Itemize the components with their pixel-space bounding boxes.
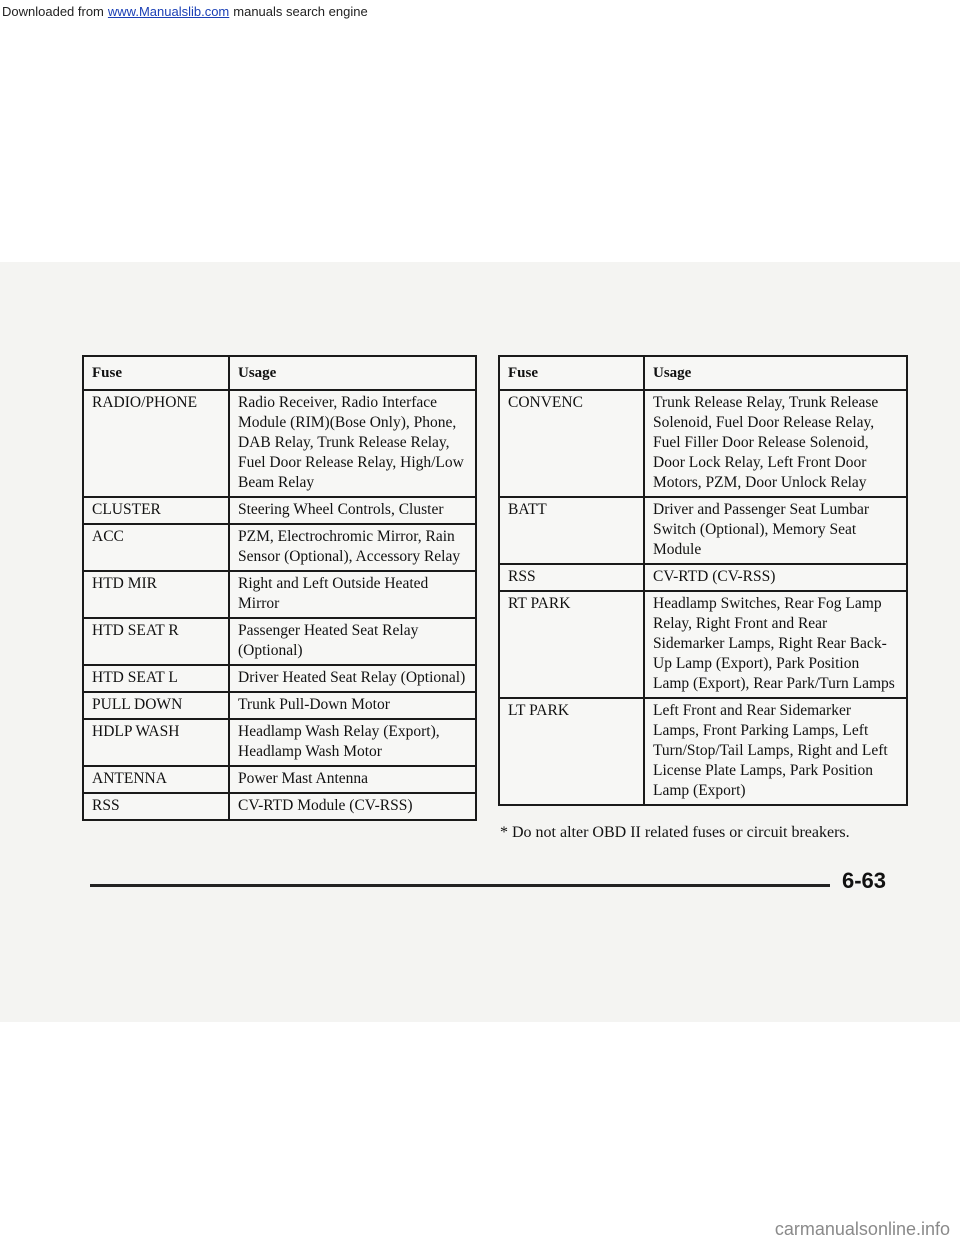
table-row [83,618,476,665]
column-header-usage: Usage [229,356,476,390]
fuse-table-left [82,355,477,821]
usage-cell: Radio Receiver, Radio Interface Module (RIM)(Bose Only), Phone, DAB Relay, Trunk Release Relay, Fuel Door Release Relay, High/Low Beam Relay [229,390,476,497]
table-row [83,665,476,692]
manualslib-link[interactable]: www.Manualslib.com [107,3,230,19]
watermark [0,1216,960,1242]
fuse-cell: BATT [499,497,644,564]
table-row [83,766,476,793]
usage-cell: Driver Heated Seat Relay (Optional) [229,665,476,692]
table-row [499,390,907,497]
table-row [83,571,476,618]
column-header-fuse: Fuse [499,356,644,390]
table-row [499,698,907,805]
fuse-cell: HDLP WASH [83,719,229,766]
table-row [83,793,476,820]
table-row [83,524,476,571]
table-row [499,497,907,564]
fuse-table-right [498,355,908,806]
usage-cell: Trunk Pull-Down Motor [229,692,476,719]
fuse-cell: RADIO/PHONE [83,390,229,497]
table-row [83,692,476,719]
usage-cell: Steering Wheel Controls, Cluster [229,497,476,524]
usage-cell: Passenger Heated Seat Relay (Optional) [229,618,476,665]
fuse-cell: PULL DOWN [83,692,229,719]
table-row [83,390,476,497]
table-header-row [499,356,907,390]
fuse-cell: CLUSTER [83,497,229,524]
fuse-cell: HTD SEAT R [83,618,229,665]
column-header-fuse: Fuse [83,356,229,390]
table-row [83,719,476,766]
download-banner [0,0,960,22]
fuse-cell: CONVENC [499,390,644,497]
fuse-cell: HTD SEAT L [83,665,229,692]
usage-cell: CV-RTD Module (CV-RSS) [229,793,476,820]
watermark-text: carmanualsonline.info [774,1218,950,1239]
fuse-cell: RSS [83,793,229,820]
usage-cell: Driver and Passenger Seat Lumbar Switch (Optional), Memory Seat Module [644,497,907,564]
footnote: * Do not alter OBD II related fuses or circuit breakers. [500,824,850,841]
banner-suffix: manuals search engine [233,3,368,19]
usage-cell: Trunk Release Relay, Trunk Release Solenoid, Fuel Door Release Relay, Fuel Filler Door Release Solenoid, Door Lock Relay, Left Front Door Motors, PZM, Door Unlock Relay [644,390,907,497]
footer-rule [90,884,830,887]
banner-prefix: Downloaded from [2,3,104,19]
table-row [83,497,476,524]
fuse-cell: ANTENNA [83,766,229,793]
column-header-usage: Usage [644,356,907,390]
usage-cell: CV-RTD (CV-RSS) [644,564,907,591]
usage-cell: Power Mast Antenna [229,766,476,793]
fuse-cell: RSS [499,564,644,591]
table-row [499,591,907,698]
usage-cell: Headlamp Switches, Rear Fog Lamp Relay, Right Front and Rear Sidemarker Lamps, Right Rear Back-Up Lamp (Export), Park Position Lamp (Export), Rear Park/Turn Lamps [644,591,907,698]
usage-cell: Headlamp Wash Relay (Export), Headlamp Wash Motor [229,719,476,766]
table-row [499,564,907,591]
fuse-cell: LT PARK [499,698,644,805]
table-header-row [83,356,476,390]
page-number: 6-63 [842,868,887,893]
fuse-cell: RT PARK [499,591,644,698]
usage-cell: Right and Left Outside Heated Mirror [229,571,476,618]
usage-cell: PZM, Electrochromic Mirror, Rain Sensor (Optional), Accessory Relay [229,524,476,571]
fuse-cell: ACC [83,524,229,571]
usage-cell: Left Front and Rear Sidemarker Lamps, Front Parking Lamps, Left Turn/Stop/Tail Lamps, Right and Left License Plate Lamps, Park Position Lamp (Export) [644,698,907,805]
fuse-cell: HTD MIR [83,571,229,618]
